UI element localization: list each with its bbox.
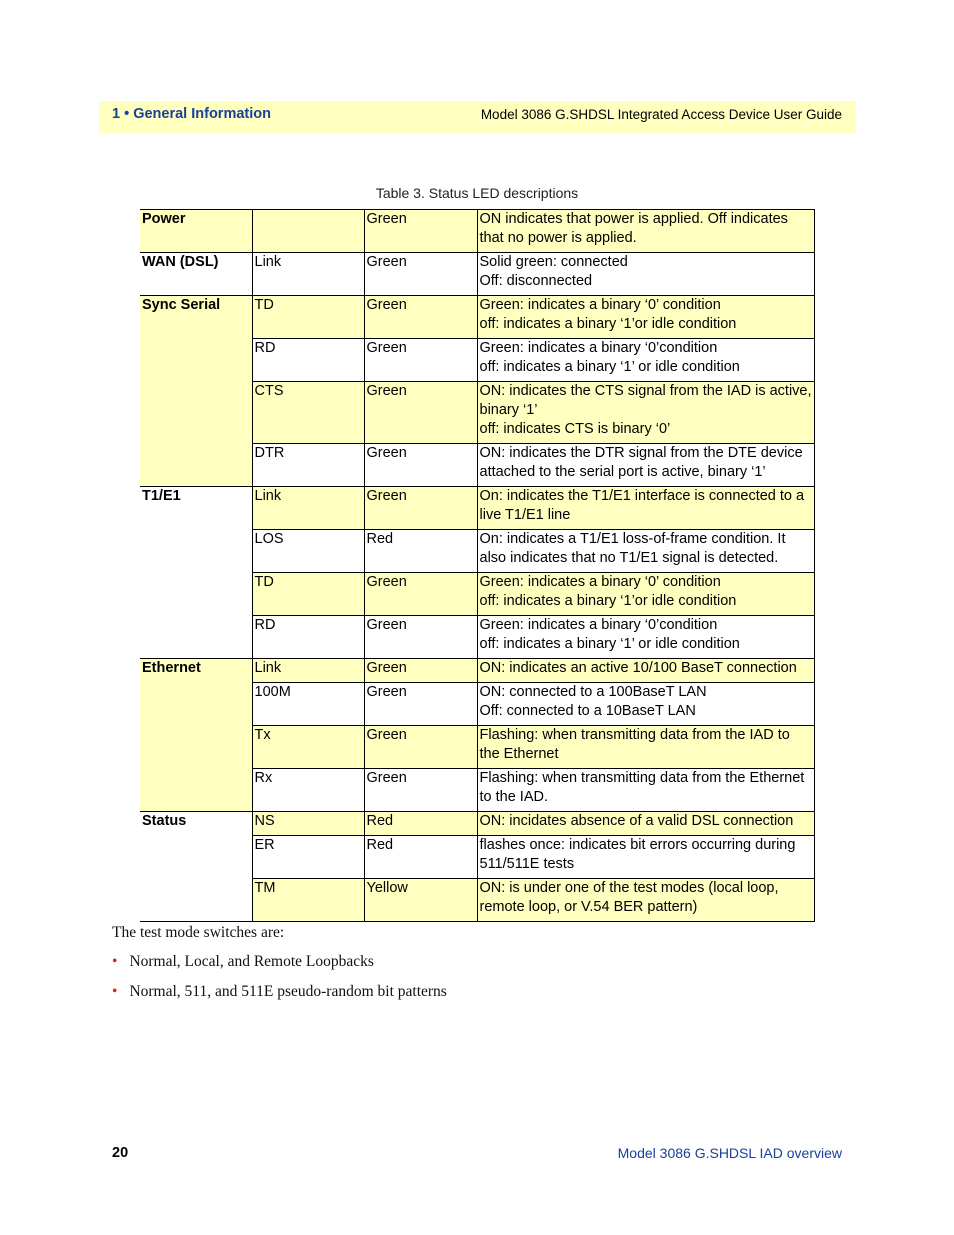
led-color: Green [364, 444, 477, 487]
led-description: On: indicates a T1/E1 loss-of-frame condition. It also indicates that no T1/E1 signal is detected. [477, 530, 814, 573]
table-row [140, 812, 814, 836]
led-color: Green [364, 769, 477, 812]
led-color: Green [364, 683, 477, 726]
led-description: flashes once: indicates bit errors occurring during 511/511E tests [477, 836, 814, 879]
led-name: CTS [252, 382, 364, 444]
led-name: 100M [252, 683, 364, 726]
led-color: Green [364, 573, 477, 616]
led-color: Red [364, 812, 477, 836]
led-color: Yellow [364, 879, 477, 922]
led-color: Green [364, 726, 477, 769]
table-row [140, 296, 814, 339]
led-description: ON: connected to a 100BaseT LAN Off: connected to a 10BaseT LAN [477, 683, 814, 726]
group-t1-e1: T1/E1 [140, 487, 252, 659]
led-name [252, 210, 364, 253]
led-description: ON: indicates the DTR signal from the DTE device attached to the serial port is active, binary ‘1’ [477, 444, 814, 487]
table-caption: Table 3. Status LED descriptions [375, 185, 579, 201]
intro-paragraph: The test mode switches are: [112, 924, 285, 941]
status-led-table [140, 209, 815, 922]
led-name: TM [252, 879, 364, 922]
led-color: Green [364, 616, 477, 659]
bullet-text: Normal, Local, and Remote Loopbacks [129, 953, 374, 970]
led-description: On: indicates the T1/E1 interface is connected to a live T1/E1 line [477, 487, 814, 530]
led-name: TD [252, 573, 364, 616]
led-name: Link [252, 253, 364, 296]
bullet-icon: • [112, 953, 118, 970]
footer-section-title: Model 3086 G.SHDSL IAD overview [617, 1145, 842, 1161]
led-name: Link [252, 659, 364, 683]
bullet-item [112, 983, 447, 1001]
led-color: Green [364, 339, 477, 382]
led-color: Green [364, 210, 477, 253]
led-description: ON: is under one of the test modes (local loop, remote loop, or V.54 BER pattern) [477, 879, 814, 922]
table-row [140, 253, 814, 296]
led-color: Green [364, 253, 477, 296]
led-color: Green [364, 382, 477, 444]
led-name: Link [252, 487, 364, 530]
led-description: Solid green: connected Off: disconnected [477, 253, 814, 296]
led-name: LOS [252, 530, 364, 573]
led-name: ER [252, 836, 364, 879]
led-name: TD [252, 296, 364, 339]
led-color: Red [364, 836, 477, 879]
bullet-item [112, 953, 374, 971]
led-description: ON: incidates absence of a valid DSL connection [477, 812, 814, 836]
led-color: Green [364, 487, 477, 530]
led-description: Green: indicates a binary ‘0’condition off: indicates a binary ‘1’ or idle condition [477, 339, 814, 382]
led-description: Green: indicates a binary ‘0’ condition off: indicates a binary ‘1’or idle condition [477, 296, 814, 339]
led-name: RD [252, 339, 364, 382]
led-name: Tx [252, 726, 364, 769]
led-name: Rx [252, 769, 364, 812]
table-row [140, 210, 814, 253]
table-row [140, 487, 814, 530]
guide-title: Model 3086 G.SHDSL Integrated Access Device User Guide [480, 107, 842, 122]
led-description: Flashing: when transmitting data from the IAD to the Ethernet [477, 726, 814, 769]
chapter-heading: 1 • General Information [112, 106, 271, 122]
bullet-icon: • [112, 983, 118, 1000]
led-name: RD [252, 616, 364, 659]
led-description: Green: indicates a binary ‘0’ condition off: indicates a binary ‘1’or idle condition [477, 573, 814, 616]
led-description: Flashing: when transmitting data from the Ethernet to the IAD. [477, 769, 814, 812]
group-status: Status [140, 812, 252, 922]
led-description: Green: indicates a binary ‘0’condition off: indicates a binary ‘1’ or idle condition [477, 616, 814, 659]
bullet-text: Normal, 511, and 511E pseudo-random bit patterns [129, 983, 447, 1000]
page-number: 20 [112, 1145, 129, 1161]
led-description: ON indicates that power is applied. Off indicates that no power is applied. [477, 210, 814, 253]
led-color: Green [364, 296, 477, 339]
group-power: Power [140, 210, 252, 253]
led-name: DTR [252, 444, 364, 487]
table-row [140, 659, 814, 683]
led-description: ON: indicates the CTS signal from the IAD is active, binary ‘1’ off: indicates CTS is binary ‘0’ [477, 382, 814, 444]
group-wan-dsl: WAN (DSL) [140, 253, 252, 296]
led-description: ON: indicates an active 10/100 BaseT connection [477, 659, 814, 683]
group-sync-serial: Sync Serial [140, 296, 252, 487]
led-name: NS [252, 812, 364, 836]
led-color: Red [364, 530, 477, 573]
group-ethernet: Ethernet [140, 659, 252, 812]
led-color: Green [364, 659, 477, 683]
